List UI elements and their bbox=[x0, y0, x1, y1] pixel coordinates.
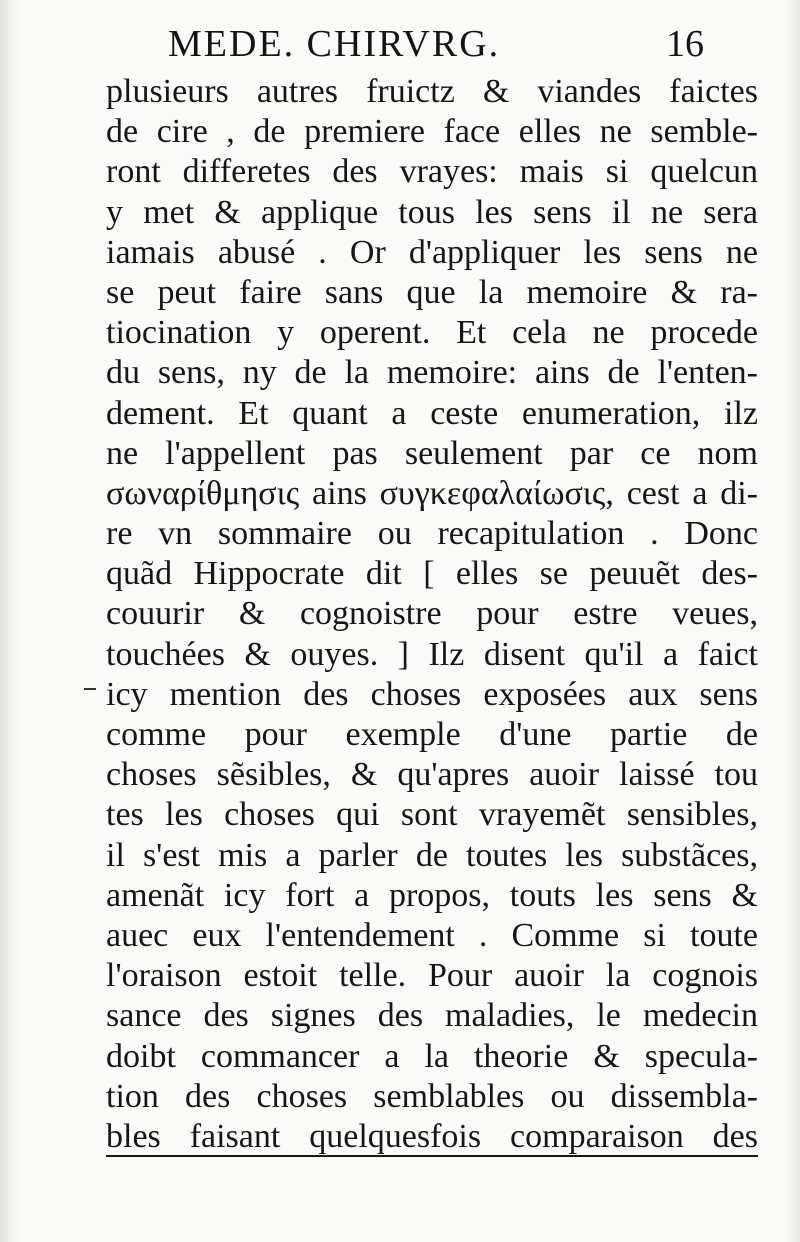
text-line: ne l'appellent pas seulement par ce nom bbox=[106, 434, 758, 472]
page-number: 16 bbox=[666, 23, 704, 65]
text-line: tes les choses qui sont vrayemẽt sensibles, bbox=[106, 796, 758, 834]
page-gutter-shadow bbox=[0, 0, 22, 1242]
text-line: sance des signes des maladies, le medecin bbox=[106, 997, 758, 1035]
text-line: σωναρίθμησις ains συγκεφαλαίωσις, cest a di- bbox=[106, 474, 758, 512]
text-line: touchées & ouyes. ] Ilz disent qu'il a faict bbox=[106, 635, 758, 673]
page-edge-shadow bbox=[784, 0, 800, 1242]
text-line: de cire , de premiere face elles ne semble- bbox=[106, 113, 758, 151]
text-line: plusieurs autres fruictz & viandes faictes bbox=[106, 73, 758, 110]
text-line: iamais abusé . Or d'appliquer les sens ne bbox=[106, 233, 758, 271]
text-line: doibt commancer a la theorie & specula- bbox=[106, 1037, 758, 1075]
body-text bbox=[106, 72, 758, 1157]
text-line: y met & applique tous les sens il ne sera bbox=[106, 193, 758, 231]
text-line: du sens, ny de la memoire: ains de l'enten- bbox=[106, 354, 758, 392]
text-line: quãd Hippocrate dit [ elles se peuuẽt des- bbox=[106, 555, 758, 593]
text-line: se peut faire sans que la memoire & ra- bbox=[106, 273, 758, 311]
text-line: couurir & cognoistre pour estre veues, bbox=[106, 595, 758, 633]
text-line: dement. Et quant a ceste enumeration, ilz bbox=[106, 394, 758, 432]
text-line: icy mention des choses exposées aux sens bbox=[106, 675, 758, 713]
margin-mark bbox=[84, 688, 96, 690]
text-line: l'oraison estoit telle. Pour auoir la cognois bbox=[106, 957, 758, 995]
text-line: amenãt icy fort a propos, touts les sens & bbox=[106, 876, 758, 914]
text-line: comme pour exemple d'une partie de bbox=[106, 716, 758, 753]
running-head: MEDE. CHIRVRG. bbox=[168, 23, 501, 65]
text-line: tiocination y operent. Et cela ne procede bbox=[106, 314, 758, 352]
text-line: re vn sommaire ou recapitulation . Donc bbox=[106, 515, 758, 553]
text-line: tion des choses semblables ou dissembla- bbox=[106, 1077, 758, 1115]
text-line: auec eux l'entendement . Comme si toute bbox=[106, 916, 758, 954]
text-line: choses sẽsibles, & qu'apres auoir laissé tou bbox=[106, 756, 758, 794]
text-line: ront differetes des vrayes: mais si quelcun bbox=[106, 153, 758, 191]
text-line: bles faisant quelquesfois comparaison des bbox=[106, 1117, 758, 1155]
text-line: il s'est mis a parler de toutes les substãces, bbox=[106, 836, 758, 874]
